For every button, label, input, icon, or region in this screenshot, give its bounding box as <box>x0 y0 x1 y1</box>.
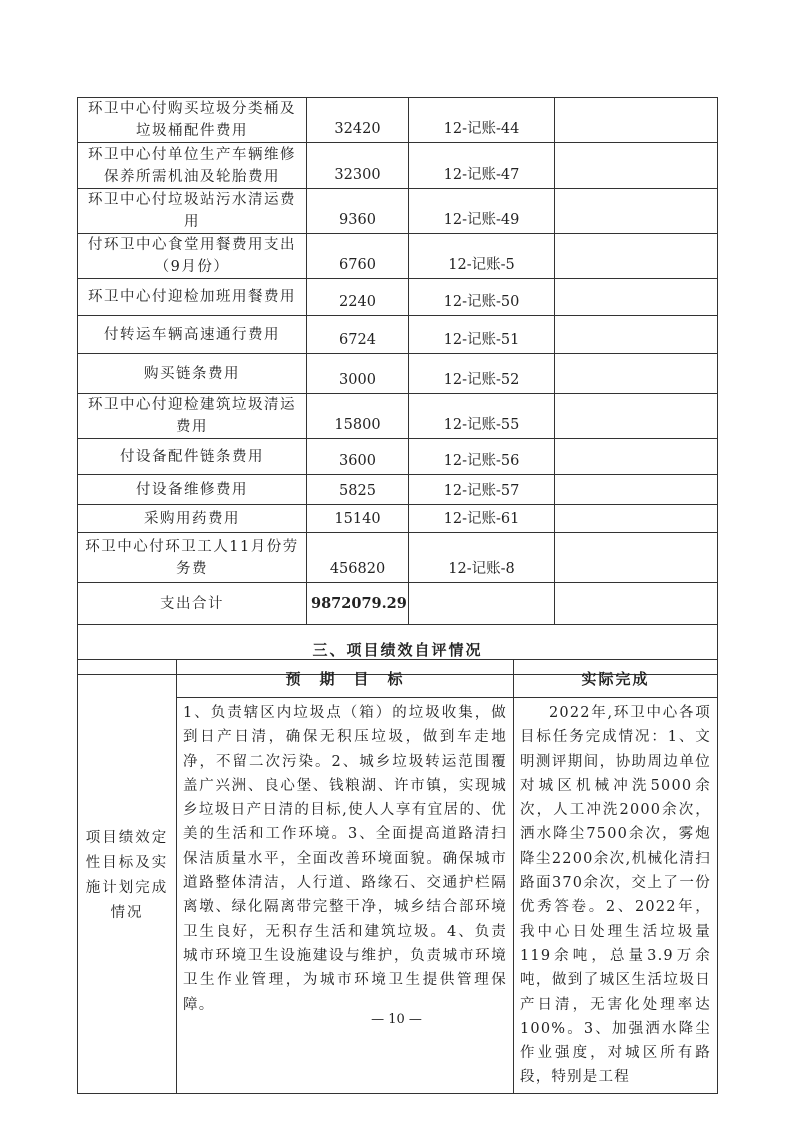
expense-item: 付设备配件链条费用 <box>78 439 307 475</box>
expense-row <box>78 394 718 439</box>
expense-note <box>555 475 718 505</box>
total-amount: 9872079.29 <box>307 583 409 625</box>
page-number: — 10 — <box>371 1012 422 1027</box>
expense-note <box>555 316 718 354</box>
expense-amount: 3000 <box>307 354 409 394</box>
expense-table <box>77 97 718 675</box>
expense-amount: 3600 <box>307 439 409 475</box>
expense-item: 付设备维修费用 <box>78 475 307 505</box>
section-title: 三、项目绩效自评情况 <box>78 625 718 675</box>
expense-item: 付环卫中心食堂用餐费用支出（9月份） <box>78 234 307 279</box>
expense-item: 付转运车辆高速通行费用 <box>78 316 307 354</box>
expense-voucher: 12-记账-47 <box>409 143 555 189</box>
expense-note <box>555 234 718 279</box>
expense-voucher: 12-记账-57 <box>409 475 555 505</box>
expected-text: 1、负责辖区内垃圾点（箱）的垃圾收集，做到日产日清，确保无积压垃圾，做到车走地净，不留二次污染。2、城乡垃圾转运范围覆盖广兴洲、良心堡、钱粮湖、许市镇，实现城乡垃圾日产日清的目标,使人人享有宜居的、优美的生活和工作环境。3、全面提高道路清扫保洁质量水平，全面改善环境面貌。确保城市道路整体清洁，人行道、路缘石、交通护栏隔离墩、绿化隔离带完整干净，城乡结合部环境卫生良好，无积存生活和建筑垃圾。4、负责城市环境卫生设施建设与维护，负责城市环境卫生作业管理，为城市环境卫生提供管理保障。 <box>177 698 514 1094</box>
expense-amount: 32420 <box>307 98 409 143</box>
expense-row <box>78 189 718 234</box>
expense-amount: 6760 <box>307 234 409 279</box>
expense-row <box>78 143 718 189</box>
expense-voucher: 12-记账-50 <box>409 279 555 316</box>
expense-row <box>78 316 718 354</box>
expense-note <box>555 533 718 583</box>
expense-row <box>78 533 718 583</box>
actual-text: 2022年,环卫中心各项目标任务完成情况：1、文明测评期间，协助周边单位对城区机械冲洗5000余次，人工冲洗2000余次，洒水降尘7500余次，雾炮降尘2200余次,机械化清扫路面370余次，交上了一份优秀答卷。2、2022年，我中心日处理生活垃圾量119余吨，总量3.9万余吨，做到了城区生活垃圾日产日清，无害化处理率达100%。3、加强洒水降尘作业强度，对城区所有路段，特别是工程 <box>514 698 718 1094</box>
expense-note <box>555 189 718 234</box>
expected-header: 预 期 目 标 <box>177 660 514 698</box>
expense-voucher: 12-记账-52 <box>409 354 555 394</box>
expense-amount: 32300 <box>307 143 409 189</box>
expense-item: 环卫中心付单位生产车辆维修保养所需机油及轮胎费用 <box>78 143 307 189</box>
actual-header: 实际完成 <box>514 660 718 698</box>
expense-voucher: 12-记账-5 <box>409 234 555 279</box>
expense-item: 采购用药费用 <box>78 505 307 533</box>
expense-note <box>555 354 718 394</box>
expense-item: 环卫中心付迎检建筑垃圾清运费用 <box>78 394 307 439</box>
expense-item: 环卫中心付环卫工人11月份劳务费 <box>78 533 307 583</box>
expense-note <box>555 439 718 475</box>
expense-voucher: 12-记账-51 <box>409 316 555 354</box>
expense-voucher: 12-记账-55 <box>409 394 555 439</box>
expense-voucher: 12-记账-56 <box>409 439 555 475</box>
expense-row <box>78 234 718 279</box>
expense-amount: 9360 <box>307 189 409 234</box>
expense-note <box>555 394 718 439</box>
expense-row <box>78 354 718 394</box>
expense-row <box>78 279 718 316</box>
expense-amount: 456820 <box>307 533 409 583</box>
expense-amount: 15800 <box>307 394 409 439</box>
expense-row <box>78 98 718 143</box>
expense-row <box>78 505 718 533</box>
expense-item: 购买链条费用 <box>78 354 307 394</box>
expense-item: 环卫中心付购买垃圾分类桶及垃圾桶配件费用 <box>78 98 307 143</box>
performance-table <box>77 659 718 1094</box>
expense-voucher: 12-记账-61 <box>409 505 555 533</box>
total-label: 支出合计 <box>78 583 307 625</box>
total-row <box>78 583 718 625</box>
expense-amount: 15140 <box>307 505 409 533</box>
expense-voucher: 12-记账-49 <box>409 189 555 234</box>
expense-note <box>555 505 718 533</box>
expense-note <box>555 143 718 189</box>
expense-amount: 5825 <box>307 475 409 505</box>
row-label: 项目绩效定性目标及实施计划完成情况 <box>78 660 177 1094</box>
expense-row <box>78 475 718 505</box>
expense-voucher: 12-记账-8 <box>409 533 555 583</box>
expense-item: 环卫中心付迎检加班用餐费用 <box>78 279 307 316</box>
expense-note <box>555 98 718 143</box>
expense-amount: 6724 <box>307 316 409 354</box>
expense-amount: 2240 <box>307 279 409 316</box>
expense-item: 环卫中心付垃圾站污水清运费用 <box>78 189 307 234</box>
expense-note <box>555 279 718 316</box>
expense-row <box>78 439 718 475</box>
expense-voucher: 12-记账-44 <box>409 98 555 143</box>
